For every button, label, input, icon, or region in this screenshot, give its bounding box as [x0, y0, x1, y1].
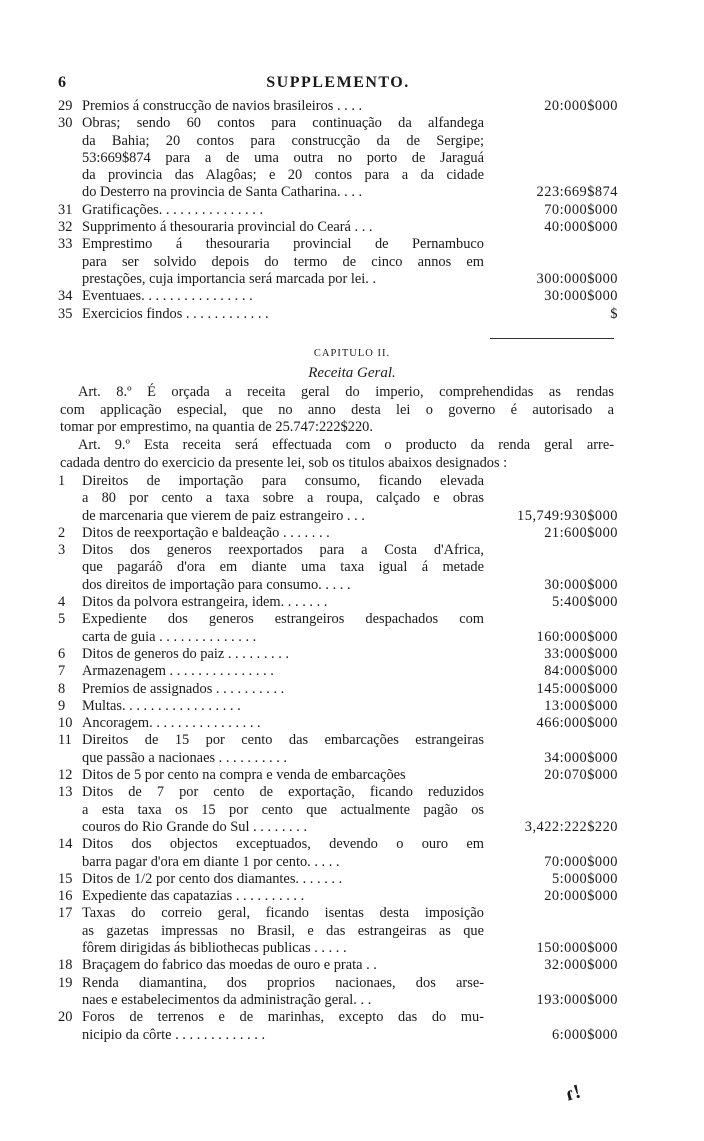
item-description-line: Supprimento á thesouraria provincial do Ceará . . . — [82, 219, 373, 236]
line-item — [58, 115, 618, 201]
line-item — [58, 646, 618, 663]
item-number: 19 — [58, 974, 73, 991]
item-number: 3 — [58, 542, 66, 559]
item-number: 7 — [58, 663, 66, 680]
line-item — [58, 715, 618, 732]
item-amount: 84:000$000 — [544, 663, 618, 680]
item-description-line: fôrem dirigidas ás bibliothecas publicas . . . . . — [82, 940, 347, 957]
item-description-line: Ditos dos generos reexportados para a Costa d'Africa, — [82, 542, 484, 559]
item-number: 11 — [58, 732, 72, 749]
article-line: cadada dentro do exercicio da presente lei, sob os titulos abaixos designados : — [60, 454, 508, 471]
item-description — [82, 288, 484, 305]
item-number: 6 — [58, 645, 66, 662]
item-description-line: da provincia das Alagôas; e 20 contos para a da cidade — [82, 167, 484, 184]
item-description — [82, 663, 484, 680]
running-title: SUPPLEMENTO. — [266, 74, 410, 91]
item-description-line: Foros de terrenos e de marinhas, excepto das do mu- — [82, 1009, 484, 1026]
item-number: 34 — [58, 288, 73, 305]
item-description — [82, 306, 484, 323]
item-amount: 20:070$000 — [544, 767, 618, 784]
article-line: com applicação especial, que no anno desta lei o governo é autorisado a — [60, 401, 614, 418]
item-amount: 150:000$000 — [536, 940, 618, 957]
item-amount: 3,422:222$220 — [524, 818, 618, 835]
line-item — [58, 767, 618, 784]
item-amount: 20:000$000 — [544, 98, 618, 114]
item-number: 1 — [58, 473, 66, 489]
item-description-line: prestações, cuja importancia será marcada por lei. . — [82, 270, 377, 287]
item-amount: 15,749:930$000 — [517, 507, 618, 524]
item-amount: 193:000$000 — [536, 991, 618, 1008]
item-description — [82, 115, 484, 201]
item-description — [82, 715, 484, 732]
item-description-line: Braçagem do fabrico das moedas de ouro e prata . . — [82, 957, 377, 974]
item-amount: 70:000$000 — [544, 201, 618, 218]
item-description-line: Premios á construcção de navios brasileiros . . . . — [82, 98, 363, 114]
item-number: 18 — [58, 957, 73, 974]
line-item — [58, 975, 618, 1010]
item-number: 8 — [58, 680, 66, 697]
item-description — [82, 202, 484, 219]
item-description — [82, 219, 484, 236]
item-description — [82, 836, 484, 871]
item-description — [82, 975, 484, 1010]
article-line: Art. 9.º Esta receita será effectuada com o producto da renda geral arre- — [78, 437, 614, 453]
item-description — [82, 905, 484, 957]
item-amount: 30:000$000 — [544, 288, 618, 305]
item-description-line: Ditos da polvora estrangeira, idem. . . . . . . — [82, 594, 328, 611]
item-description-line: 53:669$874 para a de uma outra no porto de Jaraguá — [82, 149, 484, 166]
item-amount: 300:000$000 — [536, 270, 618, 287]
item-number: 31 — [58, 201, 73, 218]
item-description — [82, 1009, 484, 1044]
item-description-line: Taxas do correio geral, ficando isentas desta imposição — [82, 905, 484, 922]
item-description-line: da Bahia; 20 contos para construcção da de Sergipe; — [82, 132, 484, 149]
item-description — [82, 681, 484, 698]
item-description-line: Ditos de 5 por cento na compra e venda de embarcações — [82, 767, 406, 784]
item-description — [82, 236, 484, 288]
line-item — [58, 905, 618, 957]
item-description — [82, 871, 484, 888]
item-description-line: de marcenaria que vierem de paiz estrangeiro . . . — [82, 507, 365, 524]
item-number: 32 — [58, 219, 73, 236]
item-description-line: Direitos de importação para consumo, ficando elevada — [82, 473, 484, 489]
item-number: 9 — [58, 697, 66, 714]
item-description-line: para ser solvido depois do termo de cinco annos em — [82, 253, 484, 270]
item-number: 15 — [58, 870, 73, 887]
item-description — [82, 542, 484, 594]
item-description-line: Renda diamantina, dos proprios nacionaes, dos arse- — [82, 974, 484, 991]
item-description — [82, 732, 484, 767]
item-number: 14 — [58, 836, 73, 853]
item-number: 16 — [58, 888, 73, 905]
item-number: 20 — [58, 1009, 73, 1026]
line-item — [58, 663, 618, 680]
item-description-line: Gratificações. . . . . . . . . . . . . . . — [82, 201, 264, 218]
item-description — [82, 473, 484, 525]
item-description-line: Exercicios findos . . . . . . . . . . . . — [82, 305, 269, 322]
item-description-line: carta de guia . . . . . . . . . . . . . . — [82, 628, 257, 645]
item-description-line: Ditos de reexportação e baldeação . . . . . . . — [82, 524, 330, 541]
section-rule — [490, 338, 614, 339]
item-number: 33 — [58, 236, 73, 253]
item-amount: 33:000$000 — [544, 645, 618, 662]
item-description-line: Ditos de generos do paiz . . . . . . . . . — [82, 645, 290, 662]
item-number: 30 — [58, 115, 73, 132]
article-9 — [60, 437, 614, 472]
line-item — [58, 525, 618, 542]
item-description-line: a 80 por cento a taxa sobre a roupa, calçado e obras — [82, 490, 484, 507]
line-item — [58, 784, 618, 836]
line-item — [58, 888, 618, 905]
line-item — [58, 98, 618, 115]
item-description-line: Emprestimo á thesouraria provincial de Pernambuco — [82, 236, 484, 253]
item-description-line: barra pagar d'ora em diante 1 por cento. . . . . — [82, 853, 340, 870]
line-item — [58, 219, 618, 236]
item-description — [82, 784, 484, 836]
item-amount: 21:600$000 — [544, 524, 618, 541]
line-item — [58, 681, 618, 698]
expense-list — [58, 98, 618, 323]
item-description-line: Ditos de 1/2 por cento dos diamantes. . . . . . . — [82, 870, 343, 887]
item-number: 12 — [58, 767, 73, 784]
line-item — [58, 957, 618, 974]
item-description-line: Direitos de 15 por cento das embarcações estrangeiras — [82, 732, 484, 749]
line-item — [58, 698, 618, 715]
item-description-line: as gazetas impressas no Brasil, e das estrangeiras as que — [82, 922, 484, 939]
item-description-line: que pagaráõ d'ora em diante uma taxa igual á metade — [82, 559, 484, 576]
item-description — [82, 594, 484, 611]
line-item — [58, 1009, 618, 1044]
item-description-line: nicipio da côrte . . . . . . . . . . . . . — [82, 1026, 266, 1043]
item-description — [82, 525, 484, 542]
item-description-line: dos direitos de importação para consumo. . . . . — [82, 576, 351, 593]
item-amount: 466:000$000 — [536, 715, 618, 732]
line-item — [58, 306, 618, 323]
revenue-list — [58, 473, 618, 1044]
item-amount: 32:000$000 — [544, 957, 618, 974]
item-amount: 5:000$000 — [551, 870, 618, 887]
item-amount: 160:000$000 — [536, 628, 618, 645]
article-line: Art. 8.º É orçada a receita geral do imperio, comprehendidas as rendas — [78, 384, 614, 400]
item-amount: 20:000$000 — [544, 888, 618, 905]
item-amount: 30:000$000 — [544, 576, 618, 593]
item-amount: 13:000$000 — [544, 697, 618, 714]
item-amount: 5:400$000 — [551, 594, 618, 611]
item-description-line: que passão a nacionaes . . . . . . . . . . — [82, 749, 288, 766]
item-description-line: do Desterro na provincia de Santa Catharina. . . . — [82, 184, 363, 201]
line-item — [58, 836, 618, 871]
article-line: tomar por emprestimo, na quantia de 25.747:222$220. — [60, 419, 373, 436]
item-description — [82, 957, 484, 974]
item-number: 10 — [58, 715, 73, 732]
item-description-line: Armazenagem . . . . . . . . . . . . . . . — [82, 663, 274, 680]
item-description-line: Multas. . . . . . . . . . . . . . . . . — [82, 697, 241, 714]
line-item — [58, 594, 618, 611]
item-number: 35 — [58, 305, 73, 322]
item-description — [82, 767, 484, 784]
item-description-line: Ancoragem. . . . . . . . . . . . . . . . — [82, 715, 261, 732]
marginal-ink-mark: ɾ! — [563, 1080, 584, 1106]
item-amount: 40:000$000 — [544, 219, 618, 236]
item-description-line: Ditos dos objectos exceptuados, devendo o ouro em — [82, 836, 484, 853]
item-number: 2 — [58, 524, 66, 541]
item-amount: 70:000$000 — [544, 853, 618, 870]
item-description-line: Premios de assignados . . . . . . . . . . — [82, 680, 285, 697]
item-amount: $ — [610, 305, 618, 322]
item-description-line: naes e estabelecimentos da administração geral. . . — [82, 991, 372, 1008]
item-description-line: Obras; sendo 60 contos para continuação da alfandega — [82, 115, 484, 132]
item-amount: 6:000$000 — [551, 1026, 618, 1043]
item-number: 17 — [58, 905, 73, 922]
line-item — [58, 473, 618, 525]
line-item — [58, 202, 618, 219]
page-header — [58, 74, 618, 96]
item-description — [82, 646, 484, 663]
line-item — [58, 542, 618, 594]
item-description-line: Eventuaes. . . . . . . . . . . . . . . . — [82, 288, 253, 305]
item-number: 29 — [58, 98, 73, 114]
item-description — [82, 98, 484, 115]
page-number: 6 — [58, 74, 66, 91]
item-amount: 34:000$000 — [544, 749, 618, 766]
item-description — [82, 611, 484, 646]
item-number: 13 — [58, 784, 73, 801]
line-item — [58, 871, 618, 888]
article-8 — [60, 384, 614, 437]
item-description-line: couros do Rio Grande do Sul . . . . . . . . — [82, 818, 308, 835]
item-amount: 223:669$874 — [536, 184, 618, 201]
line-item — [58, 236, 618, 288]
line-item — [58, 732, 618, 767]
item-description-line: Ditos de 7 por cento de exportação, ficando reduzidos — [82, 784, 484, 801]
item-description-line: Expediente dos generos estrangeiros despachados com — [82, 611, 484, 628]
line-item — [58, 611, 618, 646]
line-item — [58, 288, 618, 305]
item-number: 5 — [58, 611, 66, 628]
item-number: 4 — [58, 594, 66, 611]
item-description-line: Expediente das capatazias . . . . . . . . . . — [82, 888, 305, 905]
item-description — [82, 888, 484, 905]
item-amount: 145:000$000 — [536, 680, 618, 697]
item-description — [82, 698, 484, 715]
chapter-heading: CAPITULO II. — [313, 348, 391, 359]
item-description-line: a esta taxa os 15 por cento que actualmente pagão os — [82, 801, 484, 818]
chapter-subtitle: Receita Geral. — [308, 365, 396, 381]
